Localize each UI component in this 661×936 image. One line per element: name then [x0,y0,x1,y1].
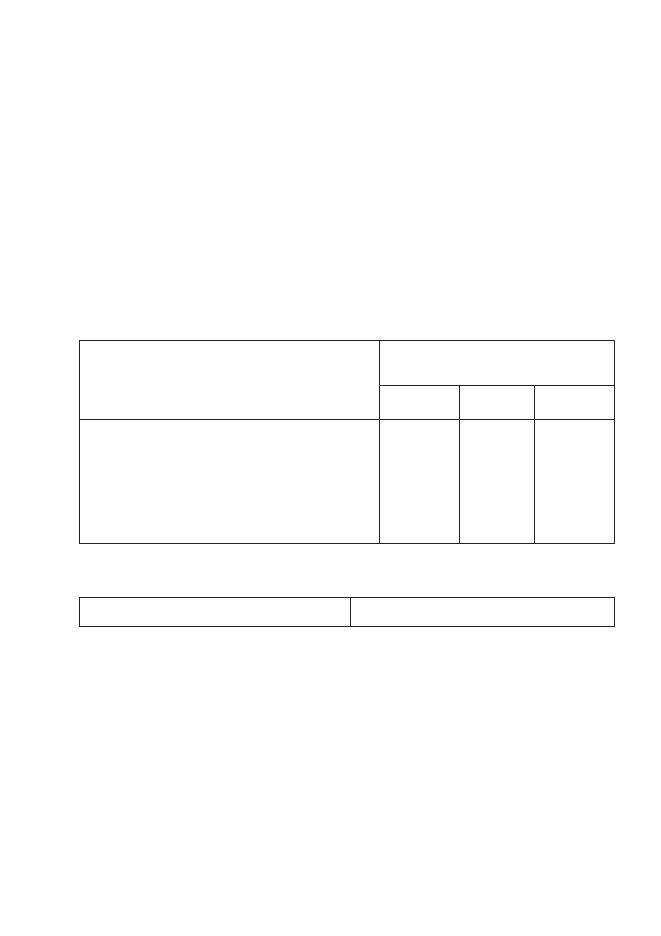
table-da2 [79,340,615,544]
table-da2-subheader [534,386,614,420]
table-da2-col-3 [534,420,614,544]
table-da2-group-header [380,341,615,386]
table-da2-subheader [460,386,534,420]
table-da3-header [80,598,351,627]
table-da3 [79,597,615,627]
table-da2-factor-text [80,420,380,544]
table-da2-col-2 [460,420,534,544]
table-da2-factor-header [80,341,380,420]
table-da2-col-1 [380,420,460,544]
table-da3-header [351,598,615,627]
table-da2-subheader [380,386,460,420]
